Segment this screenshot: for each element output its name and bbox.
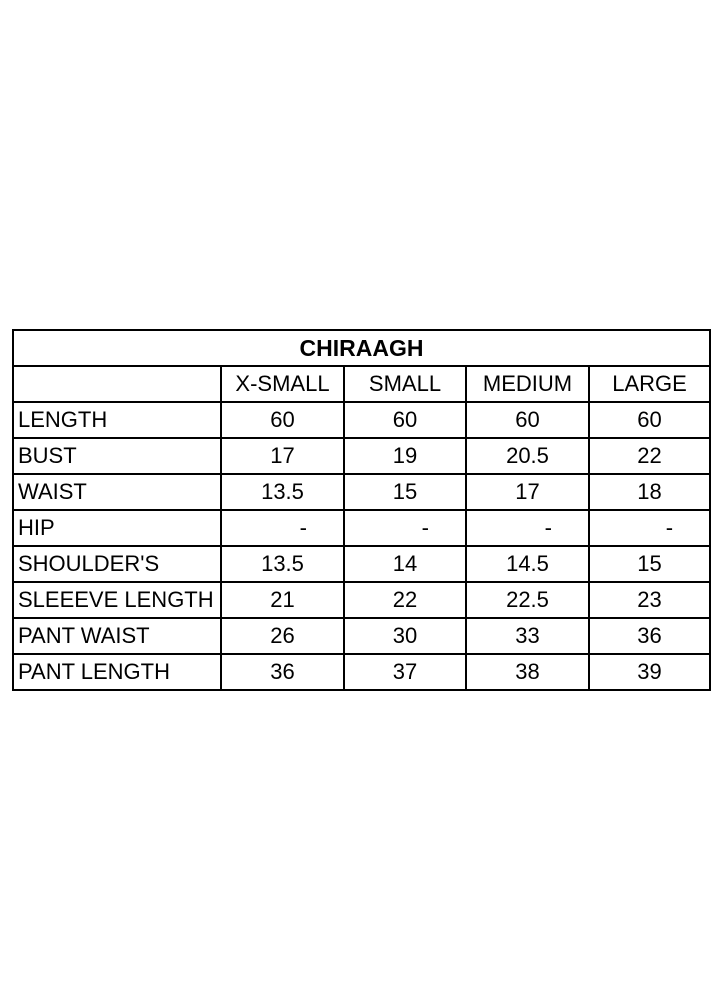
size-header-x-small: X-SMALL [221, 366, 344, 402]
row-label: WAIST [13, 474, 221, 510]
row-label: LENGTH [13, 402, 221, 438]
table-cell: 26 [221, 618, 344, 654]
table-row [13, 510, 710, 546]
title-row [13, 330, 710, 366]
table-cell: - [466, 510, 589, 546]
table-cell: 38 [466, 654, 589, 690]
table-cell: - [589, 510, 710, 546]
corner-cell [13, 366, 221, 402]
size-header-medium: MEDIUM [466, 366, 589, 402]
table-row [13, 474, 710, 510]
table-cell: 15 [344, 474, 466, 510]
table-cell: 39 [589, 654, 710, 690]
row-label: PANT WAIST [13, 618, 221, 654]
table-cell: 60 [221, 402, 344, 438]
size-chart-table [12, 329, 711, 691]
table-cell: 21 [221, 582, 344, 618]
header-row [13, 366, 710, 402]
table-cell: 20.5 [466, 438, 589, 474]
row-label: PANT LENGTH [13, 654, 221, 690]
table-cell: - [344, 510, 466, 546]
table-cell: 33 [466, 618, 589, 654]
table-cell: 22.5 [466, 582, 589, 618]
table-cell: 22 [589, 438, 710, 474]
table-cell: 14.5 [466, 546, 589, 582]
table-row [13, 582, 710, 618]
table-cell: - [221, 510, 344, 546]
table-cell: 17 [466, 474, 589, 510]
table-title: CHIRAAGH [13, 330, 710, 366]
table-cell: 13.5 [221, 546, 344, 582]
table-row [13, 438, 710, 474]
size-header-small: SMALL [344, 366, 466, 402]
table-cell: 18 [589, 474, 710, 510]
table-cell: 23 [589, 582, 710, 618]
table-row [13, 546, 710, 582]
table-cell: 60 [589, 402, 710, 438]
row-label: BUST [13, 438, 221, 474]
table-cell: 13.5 [221, 474, 344, 510]
table-row [13, 402, 710, 438]
table-cell: 36 [589, 618, 710, 654]
table-cell: 37 [344, 654, 466, 690]
row-label: SHOULDER'S [13, 546, 221, 582]
row-label: SLEEEVE LENGTH [13, 582, 221, 618]
table-cell: 17 [221, 438, 344, 474]
row-label: HIP [13, 510, 221, 546]
table-row [13, 654, 710, 690]
size-header-large: LARGE [589, 366, 710, 402]
table-cell: 14 [344, 546, 466, 582]
table-cell: 36 [221, 654, 344, 690]
table-row [13, 618, 710, 654]
table-cell: 15 [589, 546, 710, 582]
table-cell: 60 [466, 402, 589, 438]
table-cell: 19 [344, 438, 466, 474]
table-cell: 22 [344, 582, 466, 618]
table-cell: 60 [344, 402, 466, 438]
table-cell: 30 [344, 618, 466, 654]
